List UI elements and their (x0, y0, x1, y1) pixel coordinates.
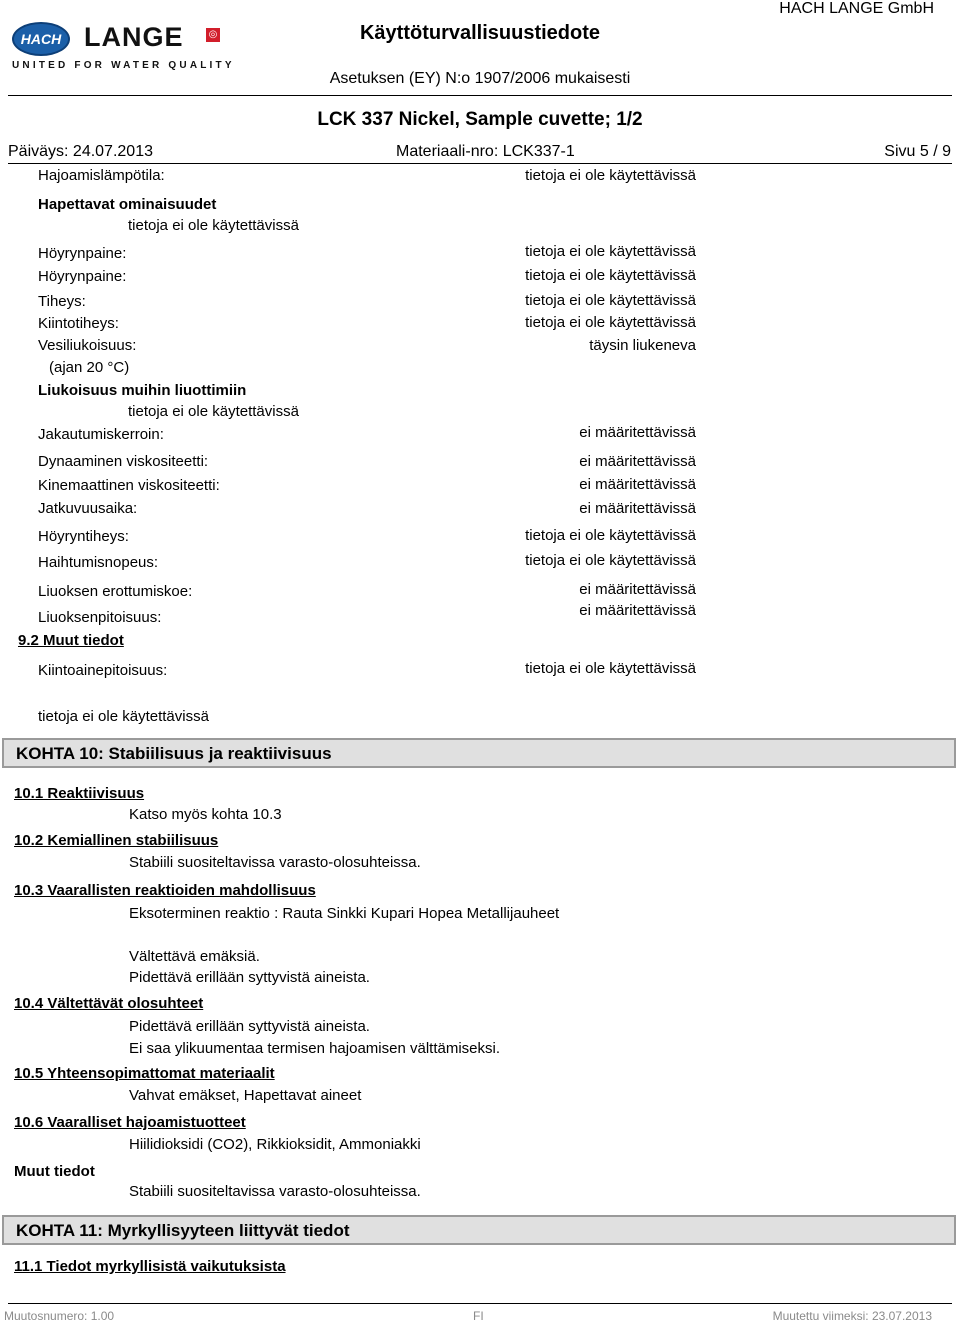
other-information-value: tietoja ei ole käytettävissä (38, 708, 209, 725)
solid-content-label: Kiintoainepitoisuus: (38, 662, 168, 679)
other-information-heading: 9.2 Muut tiedot (18, 632, 124, 649)
other-solvents-value: tietoja ei ole käytettävissä (128, 403, 299, 420)
lange-logo-square: ◎ (206, 28, 220, 42)
language-code: FI (473, 1309, 484, 1323)
vapour-density-label: Höyryntiheys: (38, 528, 129, 545)
decomposition-value: tietoja ei ole käytettävissä (525, 167, 696, 184)
date: Päiväys: 24.07.2013 (8, 143, 153, 160)
solvent-content-value: ei määritettävissä (579, 602, 696, 619)
hazardous-reactions-text-2: Vältettävä emäksiä. (129, 948, 260, 965)
reactivity-text: Katso myös kohta 10.3 (129, 806, 282, 823)
page-number: Sivu 5 / 9 (884, 143, 951, 160)
document-title: Käyttöturvallisuustiedote (359, 22, 601, 44)
kinematic-viscosity-label: Kinemaattinen viskositeetti: (38, 477, 220, 494)
incompatible-materials-text: Vahvat emäkset, Hapettavat aineet (129, 1087, 362, 1104)
separation-test-label: Liuoksen erottumiskoe: (38, 583, 193, 600)
evaporation-rate-value: tietoja ei ole käytettävissä (525, 552, 696, 569)
hazardous-reactions-heading: 10.3 Vaarallisten reaktioiden mahdollisuus (14, 882, 316, 899)
hach-logo-mark: HACH (12, 22, 70, 56)
toxicological-effects-heading: 11.1 Tiedot myrkyllisistä vaikutuksista (14, 1258, 286, 1275)
section-11-header: KOHTA 11: Myrkyllisyyteen liittyvät tiedot (2, 1215, 956, 1245)
dynamic-viscosity-label: Dynaaminen viskositeetti: (38, 453, 209, 470)
product-title: LCK 337 Nickel, Sample cuvette; 1/2 (317, 109, 643, 130)
separation-test-value: ei määritettävissä (579, 581, 696, 598)
oxidizing-value: tietoja ei ole käytettävissä (128, 217, 299, 234)
regulation-line: Asetuksen (EY) N:o 1907/2006 mukaisesti (329, 70, 631, 87)
solid-density-label: Kiintotiheys: (38, 315, 119, 332)
dynamic-viscosity-value: ei määritettävissä (579, 453, 696, 470)
partition-coefficient-value: ei määritettävissä (579, 424, 696, 441)
decomposition-products-heading: 10.6 Vaaralliset hajoamistuotteet (14, 1114, 246, 1131)
solid-density-value: tietoja ei ole käytettävissä (525, 314, 696, 331)
section-10-other-heading: Muut tiedot (14, 1163, 95, 1180)
vapour-pressure-value-2: tietoja ei ole käytettävissä (525, 267, 696, 284)
vapour-density-value: tietoja ei ole käytettävissä (525, 527, 696, 544)
conditions-to-avoid-text-1: Pidettävä erillään syttyvistä aineista. (129, 1018, 370, 1035)
kinematic-viscosity-value: ei määritettävissä (579, 476, 696, 493)
flow-time-label: Jatkuvuusaika: (38, 500, 138, 517)
reactivity-heading: 10.1 Reaktiivisuus (14, 785, 145, 802)
water-solubility-value: täysin liukeneva (589, 337, 696, 354)
water-solubility-label: Vesiliukoisuus: (38, 337, 137, 354)
solvent-content-label: Liuoksenpitoisuus: (38, 609, 162, 626)
incompatible-materials-heading: 10.5 Yhteensopimattomat materiaalit (14, 1065, 275, 1082)
chemical-stability-text: Stabiili suositeltavissa varasto-olosuhteissa. (129, 854, 421, 871)
density-value: tietoja ei ole käytettävissä (525, 292, 696, 309)
lange-logo-word: LANGE (84, 22, 184, 52)
last-modified: Muutettu viimeksi: 23.07.2013 (772, 1309, 932, 1323)
vapour-pressure-label: Höyrynpaine: (38, 245, 127, 262)
vapour-pressure-label-2: Höyrynpaine: (38, 268, 127, 285)
hazardous-reactions-text-1: Eksoterminen reaktio : Rauta Sinkki Kupari Hopea Metallijauheet (129, 905, 560, 922)
density-label: Tiheys: (38, 293, 86, 310)
conditions-to-avoid-text-2: Ei saa ylikuumentaa termisen hajoamisen välttämiseksi. (129, 1040, 500, 1057)
conditions-to-avoid-heading: 10.4 Vältettävät olosuhteet (14, 995, 204, 1012)
evaporation-rate-label: Haihtumisnopeus: (38, 554, 159, 571)
hazardous-reactions-text-3: Pidettävä erillään syttyvistä aineista. (129, 969, 370, 986)
other-solvents-heading: Liukoisuus muihin liuottimiin (38, 382, 247, 399)
section-10-header: KOHTA 10: Stabiilisuus ja reaktiivisuus (2, 738, 956, 768)
logo-tagline: UNITED FOR WATER QUALITY (12, 60, 235, 71)
header-divider (8, 95, 952, 96)
partition-coefficient-label: Jakautumiskerroin: (38, 426, 164, 443)
footer-divider (8, 1303, 952, 1304)
material-number: Materiaali-nro: LCK337-1 (396, 143, 575, 160)
section-10-other-text: Stabiili suositeltavissa varasto-olosuhteissa. (129, 1183, 421, 1200)
oxidizing-heading: Hapettavat ominaisuudet (38, 196, 217, 213)
decomposition-products-text: Hiilidioksidi (CO2), Rikkioksidit, Ammoniakki (129, 1136, 421, 1153)
meta-divider (8, 163, 952, 164)
decomposition-label: Hajoamislämpötila: (38, 167, 165, 184)
water-solubility-temperature: (ajan 20 °C) (49, 359, 130, 376)
revision-number: Muutosnumero: 1.00 (4, 1309, 115, 1323)
flow-time-value: ei määritettävissä (579, 500, 696, 517)
vapour-pressure-value: tietoja ei ole käytettävissä (525, 243, 696, 260)
company-name: HACH LANGE GmbH (779, 0, 934, 17)
chemical-stability-heading: 10.2 Kemiallinen stabiilisuus (14, 832, 219, 849)
solid-content-value: tietoja ei ole käytettävissä (525, 660, 696, 677)
